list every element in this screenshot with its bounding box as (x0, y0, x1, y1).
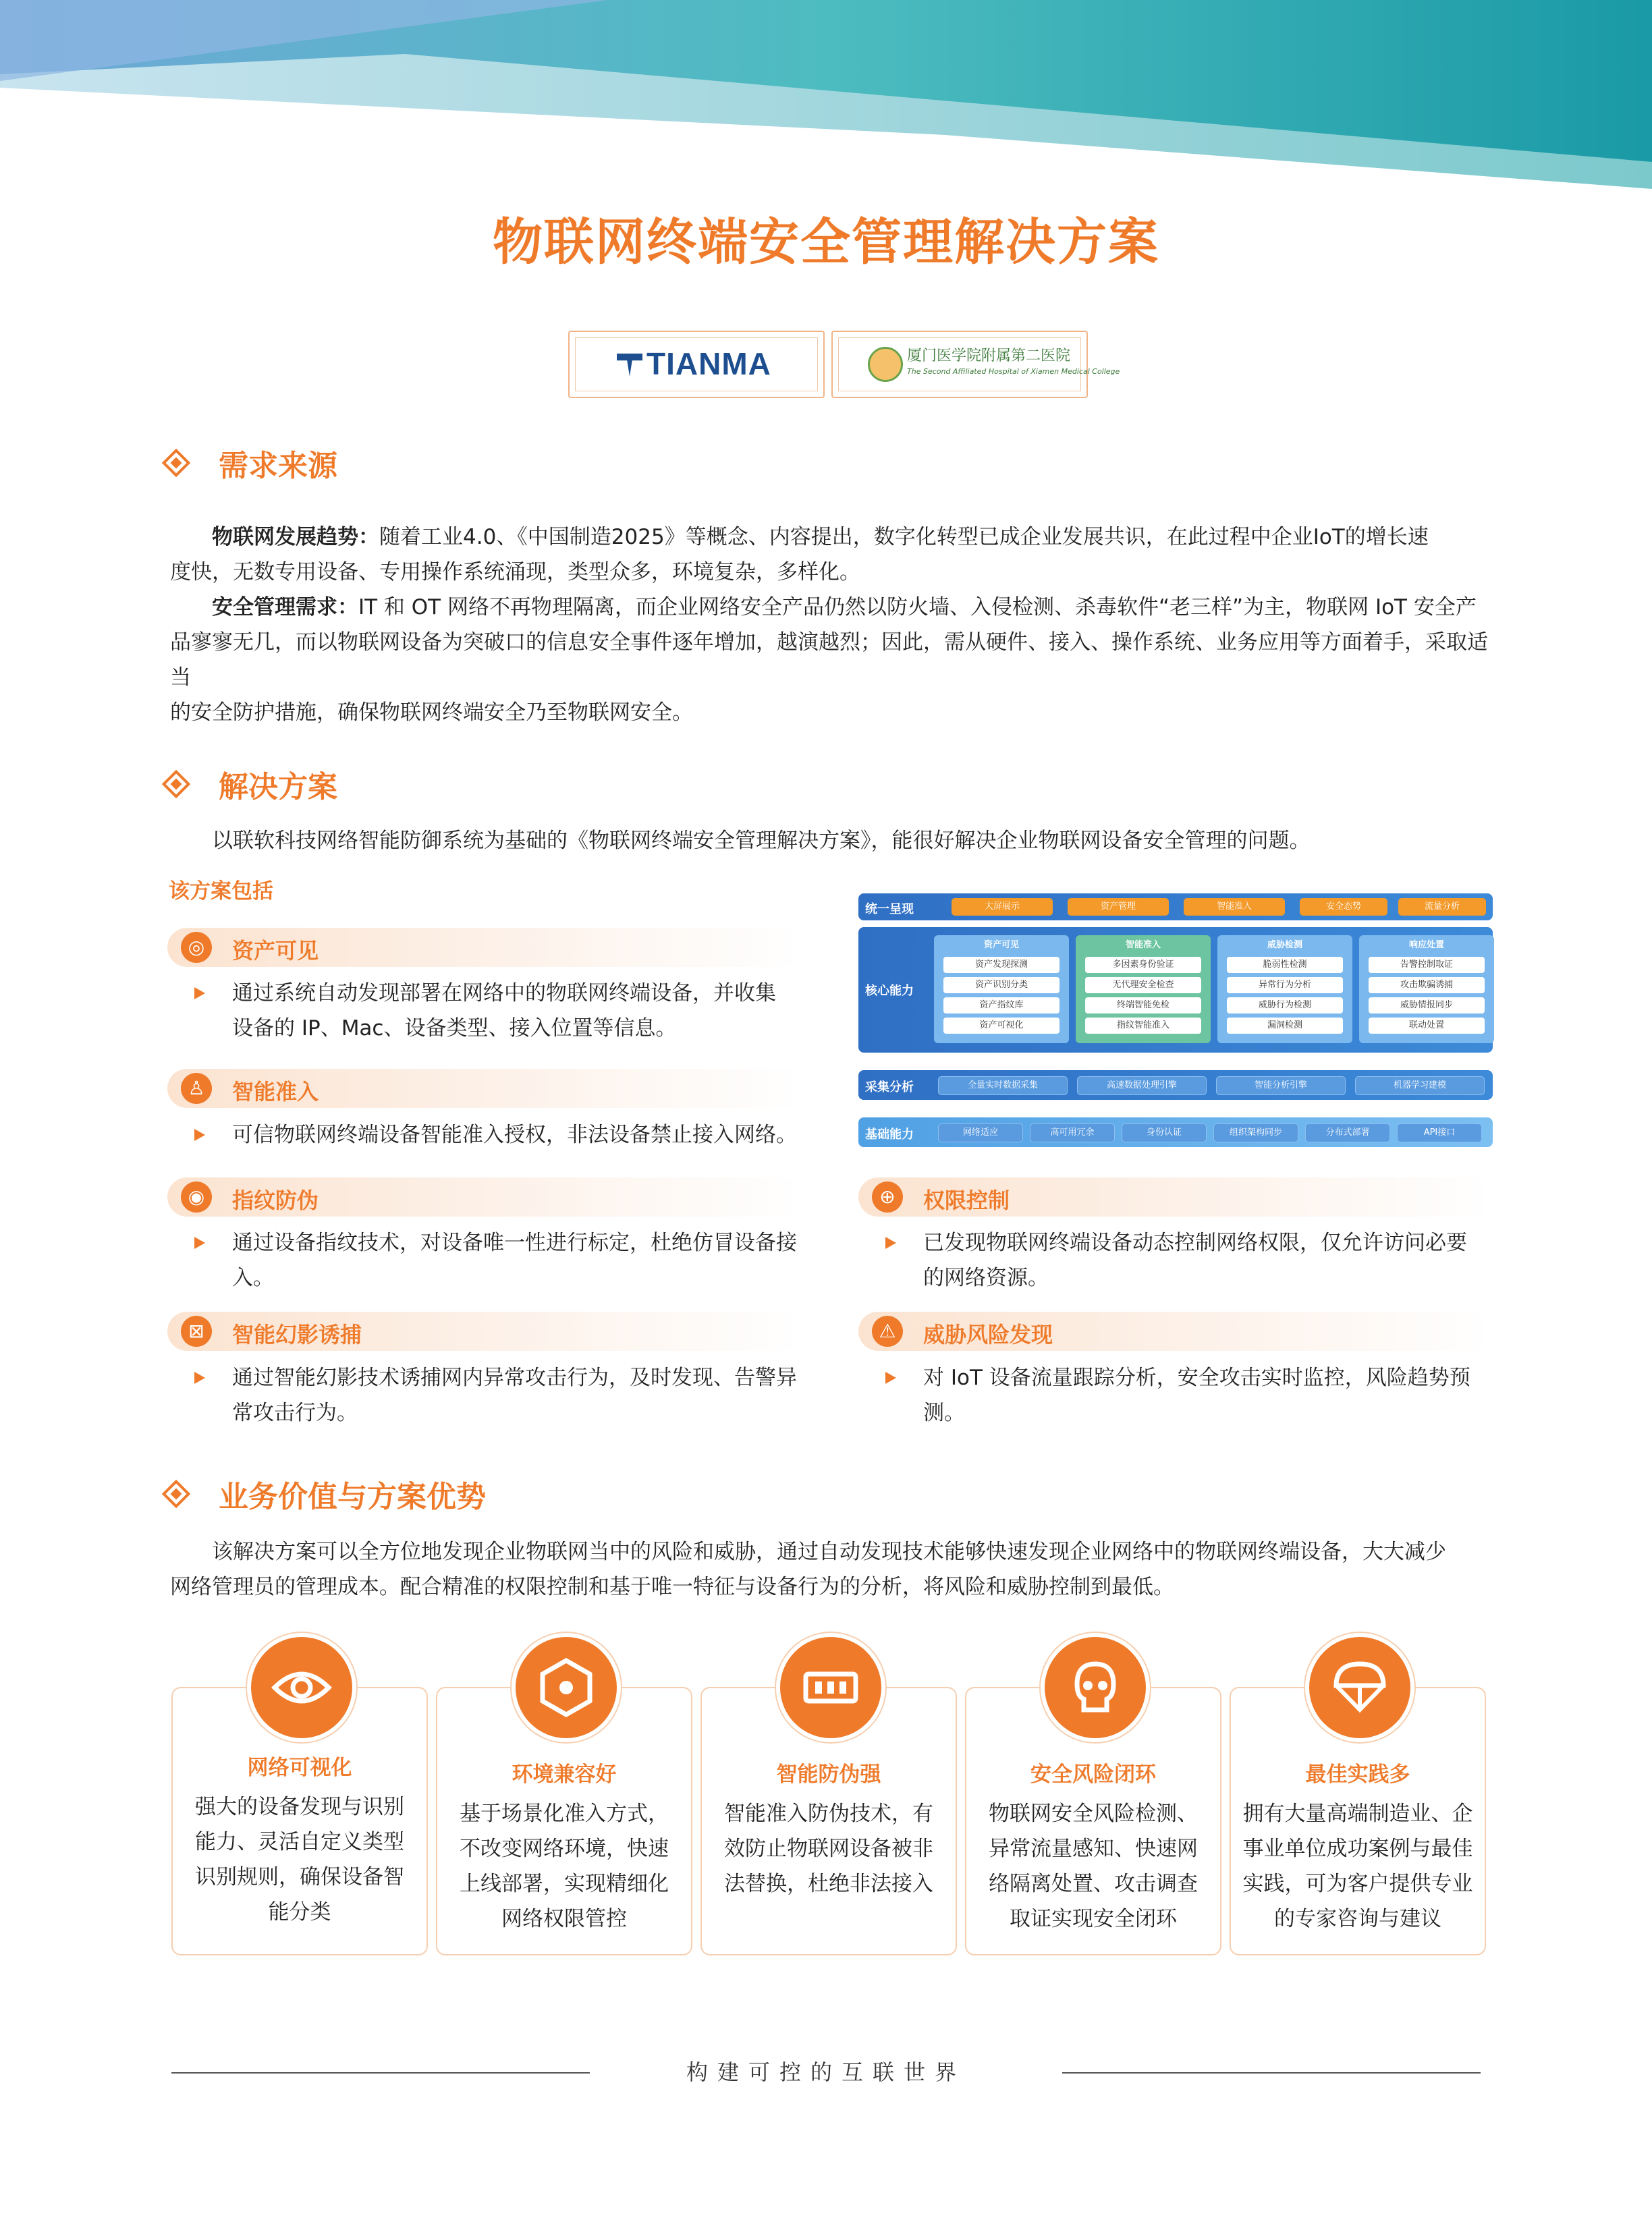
feature-threat-discovery (858, 1312, 1493, 1351)
arch-row-core (858, 927, 1493, 1053)
arch-row-label: 统一呈现 (865, 902, 914, 916)
arch-row-unified (858, 893, 1493, 920)
card-line: 上线部署，实现精细化 (460, 1872, 669, 1896)
trend-label: 物联网发展趋势： (212, 525, 379, 549)
hospital-name: 厦门医学院附属第二医院 (907, 348, 1071, 364)
alarm-icon: ⚠ (872, 1316, 903, 1347)
value-text-line2: 网络管理员的管理成本。配合精准的权限控制和基于唯一特征与设备行为的分析，将风险和威胁控制到最低。 (170, 1575, 1174, 1599)
need-label: 安全管理需求： (212, 595, 358, 619)
card-line: 强大的设备发现与识别 (195, 1795, 404, 1819)
arch-item: 联动处置 (1369, 1018, 1485, 1034)
arch-item: 威胁情报同步 (1369, 997, 1485, 1013)
solution-includes-label: 该方案包括 (169, 879, 273, 904)
arch-col-threat (1217, 935, 1352, 1043)
arch-chip: 分布式部署 (1305, 1123, 1390, 1142)
fingerprint-icon: ◉ (181, 1182, 212, 1213)
trend-text-line1: 随着工业4.0、《中国制造2025》等概念、内容提出，数字化转型已成企业发展共识，在此过程中企业IoT的增长速 (379, 525, 1429, 549)
card-line: 智能准入防伪技术，有 (724, 1802, 933, 1826)
card-line: 拥有大量高端制造业、企 (1242, 1802, 1473, 1826)
feature-label: 智能准入 (232, 1079, 319, 1105)
arch-item: 资产发现探测 (943, 957, 1059, 973)
feature-phantom-trap (167, 1312, 802, 1351)
card-line: 取证实现安全闭环 (1010, 1907, 1177, 1931)
feature-label: 指纹防伪 (232, 1188, 319, 1213)
need-text-line2: 品寥寥无几，而以物联网设备为突破口的信息安全事件逐年增加，越演越烈；因此，需从硬件、接入、操作系统、业务应用等方面着手，采取适当 (170, 630, 1488, 690)
arch-chip: 网络适应 (938, 1123, 1023, 1142)
hospital-logo (831, 331, 1120, 398)
arch-item: 无代理安全检查 (1085, 977, 1201, 993)
demand-paragraph (170, 520, 1490, 730)
feature-threat-discovery-desc (885, 1360, 1493, 1425)
card-line: 物联网安全风险检测、 (989, 1802, 1198, 1826)
need-text-line3: 的安全防护措施，确保物联网终端安全乃至物联网安全。 (170, 700, 693, 725)
footer-slogan: 构建可控的互联世界 (686, 2059, 966, 2085)
arch-item: 资产指纹库 (943, 997, 1059, 1013)
card-line: 络隔离处置、攻击调查 (989, 1872, 1198, 1896)
feature-smart-access-desc (194, 1117, 829, 1152)
card-line: 基于场景化准入方式， (460, 1802, 669, 1826)
feature-asset-visible (167, 928, 802, 967)
arch-item: 威胁行为检测 (1227, 997, 1343, 1013)
card-line: 异常流量感知、快速网 (989, 1837, 1198, 1861)
arch-chip: 全量实时数据采集 (938, 1076, 1068, 1095)
arch-col-head: 智能准入 (1125, 940, 1161, 950)
diamond-icon (162, 770, 190, 798)
arch-item: 资产识别分类 (943, 977, 1059, 993)
diamond-icon (162, 1480, 190, 1508)
card-line: 事业单位成功案例与最佳 (1242, 1837, 1473, 1861)
arch-item: 告警控制取证 (1369, 957, 1485, 973)
user-icon: ♙ (181, 1073, 212, 1104)
arch-col-access (1076, 935, 1211, 1043)
feature-fingerprint (167, 1177, 802, 1217)
arch-chip: 身份认证 (1122, 1123, 1207, 1142)
arch-row-label: 基础能力 (865, 1128, 914, 1142)
card-line: 网络权限管控 (501, 1907, 627, 1931)
card-line: 不改变网络环境，快速 (460, 1837, 669, 1861)
card-title: 环境兼容好 (512, 1762, 617, 1787)
arch-chip: API接口 (1397, 1123, 1482, 1142)
feature-label: 智能幻影诱捕 (232, 1322, 362, 1347)
card-line: 实践，可为客户提供专业 (1242, 1872, 1473, 1896)
card-title: 最佳实践多 (1305, 1762, 1410, 1787)
desc-line: 通过设备指纹技术，对设备唯一性进行标定，杜绝仿冒设备接入。 (232, 1231, 797, 1290)
card-line: 法替换，杜绝非法接入 (724, 1872, 933, 1896)
feature-label: 资产可见 (232, 938, 319, 964)
card-title: 安全风险闭环 (1030, 1762, 1156, 1787)
arch-row-base (858, 1117, 1493, 1147)
section-heading-text: 需求来源 (219, 449, 337, 483)
arch-row-label: 采集分析 (865, 1080, 914, 1094)
target-icon: ◎ (181, 932, 212, 963)
arch-item: 漏洞检测 (1227, 1018, 1343, 1034)
chip-board-icon (776, 1633, 885, 1742)
arch-col-head: 响应处置 (1408, 940, 1444, 950)
arch-chip: 组织架构同步 (1213, 1123, 1298, 1142)
arch-chip: 安全态势 (1300, 898, 1387, 916)
page-title: 物联网终端安全管理解决方案 (493, 213, 1159, 271)
arch-item: 异常行为分析 (1227, 977, 1343, 993)
card-line: 识别规则，确保设备智 (195, 1865, 404, 1889)
tianma-logo-text: TIANMA (646, 346, 771, 381)
arch-chip: 资产管理 (1068, 898, 1169, 916)
section-heading-demand (166, 441, 337, 484)
parachute-icon (1305, 1633, 1414, 1742)
desc-line: 设备的 IP、Mac、设备类型、接入位置等信息。 (232, 1016, 677, 1040)
desc-line: 常攻击行为。 (232, 1401, 358, 1425)
tianma-mark-icon (617, 354, 642, 377)
arch-row-label: 核心能力 (865, 984, 914, 998)
desc-line: 的网络资源。 (923, 1266, 1049, 1290)
tianma-logo (568, 331, 825, 398)
trend-text-line2: 度快，无数专用设备、专用操作系统涌现，类型众多，环境复杂，多样化。 (170, 560, 860, 584)
arch-chip: 高速数据处理引擎 (1077, 1076, 1207, 1095)
card-line: 的专家咨询与建议 (1274, 1907, 1441, 1931)
section-heading-value (166, 1472, 486, 1516)
desc-line: 已发现物联网终端设备动态控制网络权限，仅允许访问必要 (923, 1231, 1467, 1255)
feature-asset-visible-desc (194, 976, 829, 1046)
arch-chip: 智能分析引擎 (1216, 1076, 1346, 1095)
feature-permission-control (858, 1177, 1493, 1217)
crosshair-icon: ⊕ (872, 1182, 903, 1213)
value-paragraph (170, 1534, 1490, 1605)
architecture-diagram (858, 891, 1493, 1154)
arch-col-head: 威胁检测 (1267, 940, 1302, 950)
section-heading-text: 解决方案 (219, 770, 337, 804)
desc-line: 通过系统自动发现部署在网络中的物联网终端设备，并收集 (232, 981, 776, 1005)
arch-col-response (1359, 935, 1494, 1043)
card-line: 能分类 (268, 1900, 331, 1924)
desc-line: 对 IoT 设备流量跟踪分析，安全攻击实时监控，风险趋势预测。 (923, 1366, 1470, 1425)
arch-item: 多因素身份验证 (1085, 957, 1201, 973)
card-title: 网络可视化 (247, 1756, 352, 1780)
feature-label: 威胁风险发现 (923, 1322, 1053, 1347)
arch-item: 指纹智能准入 (1085, 1018, 1201, 1034)
arch-chip: 流量分析 (1398, 898, 1486, 916)
arch-item: 资产可视化 (943, 1018, 1059, 1034)
arch-chip: 高可用冗余 (1030, 1123, 1115, 1142)
need-text-line1: IT 和 OT 网络不再物理隔离，而企业网络安全产品仍然以防火墙、入侵检测、杀毒软件“老三样”为主，物联网 IoT 安全产 (358, 595, 1477, 619)
eye-icon (247, 1633, 356, 1742)
hospital-seal-icon (868, 347, 903, 382)
feature-fingerprint-desc (194, 1225, 829, 1290)
card-line: 能力、灵活自定义类型 (195, 1830, 404, 1854)
arch-item: 攻击欺骗诱捕 (1369, 977, 1485, 993)
hexagon-nut-icon (512, 1633, 621, 1742)
arch-chip: 大屏展示 (952, 898, 1053, 916)
value-text-line1: 该解决方案可以全方位地发现企业物联网当中的风险和威胁，通过自动发现技术能够快速发现企业网络中的物联网终端设备，大大减少 (212, 1540, 1446, 1564)
desc-line: 可信物联网终端设备智能准入授权，非法设备禁止接入网络。 (232, 1123, 797, 1147)
arch-item: 终端智能免检 (1085, 997, 1201, 1013)
feature-permission-control-desc (885, 1225, 1493, 1296)
feature-smart-access (167, 1069, 802, 1108)
arch-chip: 智能准入 (1184, 898, 1285, 916)
card-line: 效防止物联网设备被非 (724, 1837, 933, 1861)
desc-line: 通过智能幻影技术诱捕网内异常攻击行为，及时发现、告警异 (232, 1366, 797, 1390)
section-heading-solution (166, 762, 337, 806)
arch-chip: 机器学习建模 (1355, 1076, 1485, 1095)
arch-col-asset (934, 935, 1069, 1043)
arch-row-collect (858, 1070, 1493, 1100)
feature-phantom-trap-desc (194, 1360, 829, 1430)
arch-col-head: 资产可见 (983, 940, 1019, 950)
trap-grid-icon: ⊠ (181, 1316, 212, 1347)
arch-item: 脆弱性检测 (1227, 957, 1343, 973)
card-title: 智能防伪强 (776, 1762, 881, 1787)
hospital-english-name: The Second Affiliated Hospital of Xiamen Medical College (907, 367, 1120, 376)
section-heading-text: 业务价值与方案优势 (219, 1480, 486, 1514)
feature-label: 权限控制 (923, 1188, 1010, 1213)
header-banner (0, 0, 1652, 196)
skull-icon (1041, 1633, 1150, 1742)
solution-intro: 以联软科技网络智能防御系统为基础的《物联网终端安全管理解决方案》，能很好解决企业物联网设备安全管理的问题。 (212, 829, 1311, 853)
diamond-icon (162, 449, 190, 477)
